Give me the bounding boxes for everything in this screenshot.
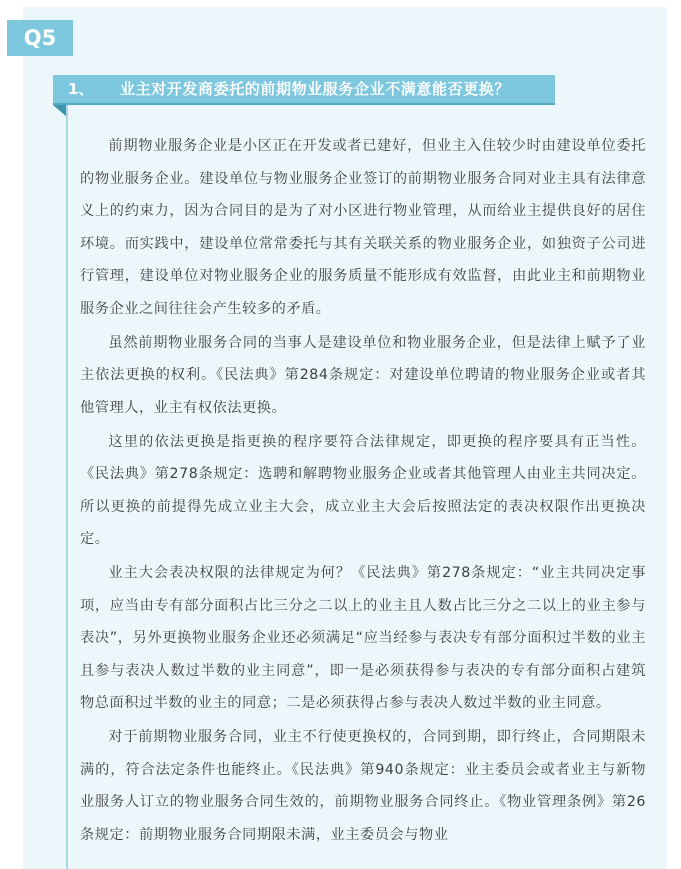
heading-number: 1、 [68,80,94,98]
paragraph: 虽然前期物业服务合同的当事人是建设单位和物业服务企业，但是法律上赋予了业主依法更换的权利。《民法典》第284条规定：对建设单位聘请的物业服务企业或者其他管理人，业主有权依法更换。 [80,334,646,416]
heading-bar [53,75,555,105]
article-body [80,130,646,853]
paragraph: 业主大会表决权限的法律规定为何？《民法典》第278条规定：“业主共同决定事项，应当由专有部分面积占比三分之二以上的业主且人数占比三分之二以上的业主参与表决”，另外更换物业服务企业还必须满足“应当经参与表决专有部分面积过半数的业主且参与表决人数过半数的业主同意”，即一是必须获得参与表决的专有部分面积占建筑物总面积过半数的业主的同意；二是必须获得占参与表决人数过半数的业主同意。 [80,565,646,711]
paragraph: 前期物业服务企业是小区正在开发或者已建好，但业主入住较少时由建设单位委托的物业服务企业。建设单位与物业服务企业签订的前期物业服务合同对业主具有法律意义上的约束力，因为合同目的是为了对小区进行物业管理，从而给业主提供良好的居住环境。而实践中，建设单位常常委托与其有关联关系的物业服务企业，如独资子公司进行管理，建设单位对物业服务企业的服务质量不能形成有效监督，由此业主和前期物业服务企业之间往往会产生较多的矛盾。 [80,138,646,317]
heading-fold-decoration [53,105,67,117]
question-tag: Q5 [7,20,73,56]
paragraph: 这里的依法更换是指更换的程序要符合法律规定，即更换的程序要具有正当性。《民法典》第278条规定：选聘和解聘物业服务企业或者其他管理人由业主共同决定。所以更换的前提得先成立业主大会，成立业主大会后按照法定的表决权限作出更换决定。 [80,433,646,547]
paragraph: 对于前期物业服务合同，业主不行使更换权的，合同到期，即行终止，合同期限未满的，符合法定条件也能终止。《民法典》第940条规定：业主委员会或者业主与新物业服务人订立的物业服务合同生效的，前期物业服务合同终止。《物业管理条例》第26条规定：前期物业服务合同期限未满，业主委员会与物业 [80,729,646,843]
heading-title: 业主对开发商委托的前期物业服务企业不满意能否更换？ [120,80,511,98]
left-accent-line [66,105,68,869]
